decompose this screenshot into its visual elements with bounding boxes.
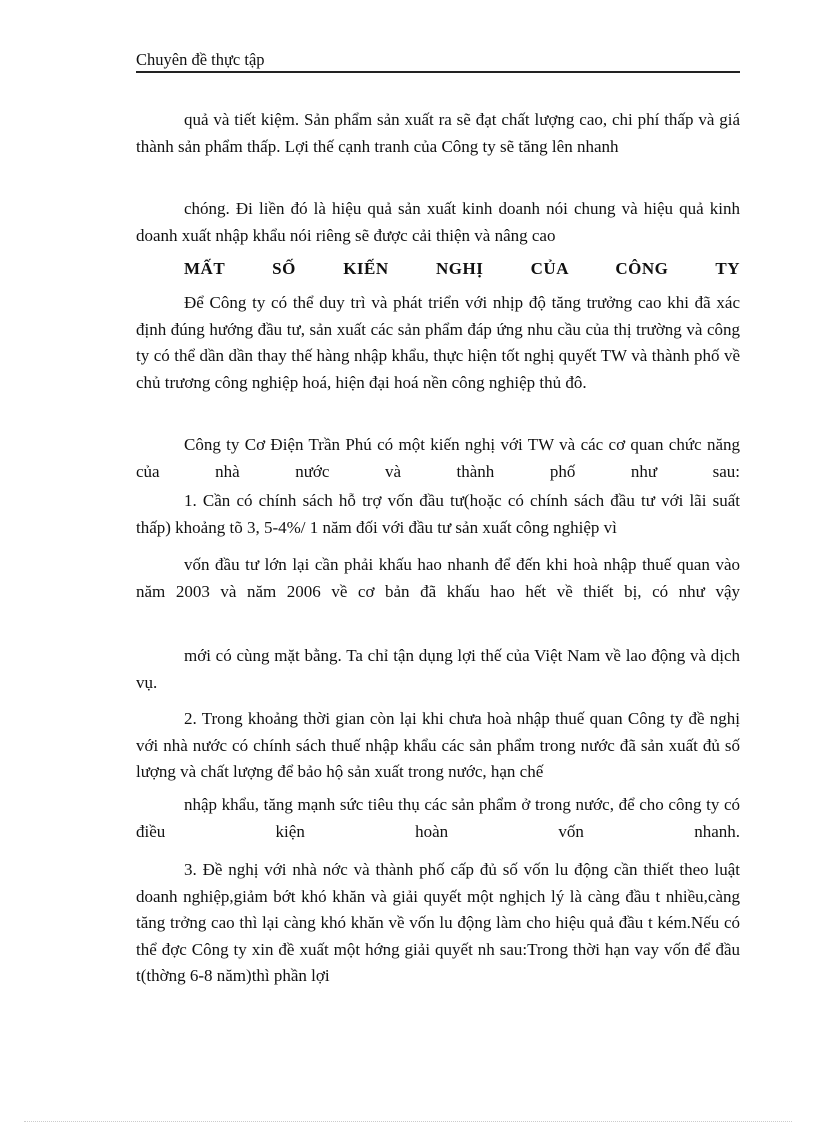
paragraph-5: 1. Cần có chính sách hỗ trợ vốn đầu tư(hoặc có chính sách đầu tư với lãi suất thấp) khoảng tõ 3, 5-4%/ 1 năm đối với đầu tư sản xuất công nghiệp vì bbox=[136, 491, 740, 537]
paragraph-1: quả và tiết kiệm. Sản phẩm sản xuất ra sẽ đạt chất lượng cao, chi phí thấp và giá thành sản phẩm thấp. Lợi thế cạnh tranh của Công ty sẽ tăng lên nhanh bbox=[136, 110, 740, 156]
paragraph-2: chóng. Đi liền đó là hiệu quả sản xuất kinh doanh nói chung và hiệu quả kinh doanh xuất nhập khẩu nói riêng sẽ được cải thiện và nâng cao bbox=[136, 199, 740, 245]
header-rule bbox=[136, 71, 740, 73]
paragraph-4: Công ty Cơ Điện Trần Phú có một kiến nghị với TW và các cơ quan chức năng của nhà nước và thành phố như sau: bbox=[136, 435, 740, 481]
paragraph-6: vốn đầu tư lớn lại cần phải khấu hao nhanh để đến khi hoà nhập thuế quan vào năm 2003 và năm 2006 về cơ bản đã khấu hao hết về thiết bị, có như vậy bbox=[136, 555, 740, 601]
paragraph-10: 3. Đề nghị với nhà nớc và thành phố cấp đủ số vốn lu động cần thiết theo luật doanh nghiệp,giảm bớt khó khăn và giải quyết một nghịch lý là càng đầu t nhiều,càng tăng trởng cao thì lại càng khó khăn về vốn lu động làm cho hiệu quả đầu t kém.Nếu có thể đợc Công ty xin đề xuất một hớng giải quyết nh sau:Trong thời hạn vay vốn để đầu t(thờng 6-8 năm)thì phần lợi bbox=[136, 860, 740, 985]
page-header-title: Chuyên đề thực tập bbox=[136, 50, 265, 69]
paragraph-7: mới có cùng mặt bằng. Ta chỉ tận dụng lợi thế của Việt Nam về lao động và dịch vụ. bbox=[136, 646, 740, 692]
paragraph-8: 2. Trong khoảng thời gian còn lại khi chưa hoà nhập thuế quan Công ty đề nghị với nhà nước có chính sách thuế nhập khẩu các sản phẩm trong nước đã sản xuất đủ số lượng và chất lượng để bảo hộ sản xuất trong nước, hạn chế bbox=[136, 709, 740, 781]
paragraph-3: Để Công ty có thể duy trì và phát triển với nhịp độ tăng trưởng cao khi đã xác định đúng hướng đầu tư, sản xuất các sản phẩm đáp ứng nhu cầu của thị trường và công ty có thể dần dần thay thế hàng nhập khẩu, thực hiện tốt nghị quyết TW và thành phố về chủ trương công nghiệp hoá, hiện đại hoá nền công nghiệp thủ đô. bbox=[136, 293, 740, 392]
page-bottom-rule bbox=[24, 1121, 792, 1122]
paragraph-9: nhập khẩu, tăng mạnh sức tiêu thụ các sản phẩm ở trong nước, để cho công ty có điều kiện hoàn vốn nhanh. bbox=[136, 795, 740, 841]
section-heading: MẤT SỐ KIẾN NGHỊ CỦA CÔNG TY bbox=[184, 259, 740, 278]
